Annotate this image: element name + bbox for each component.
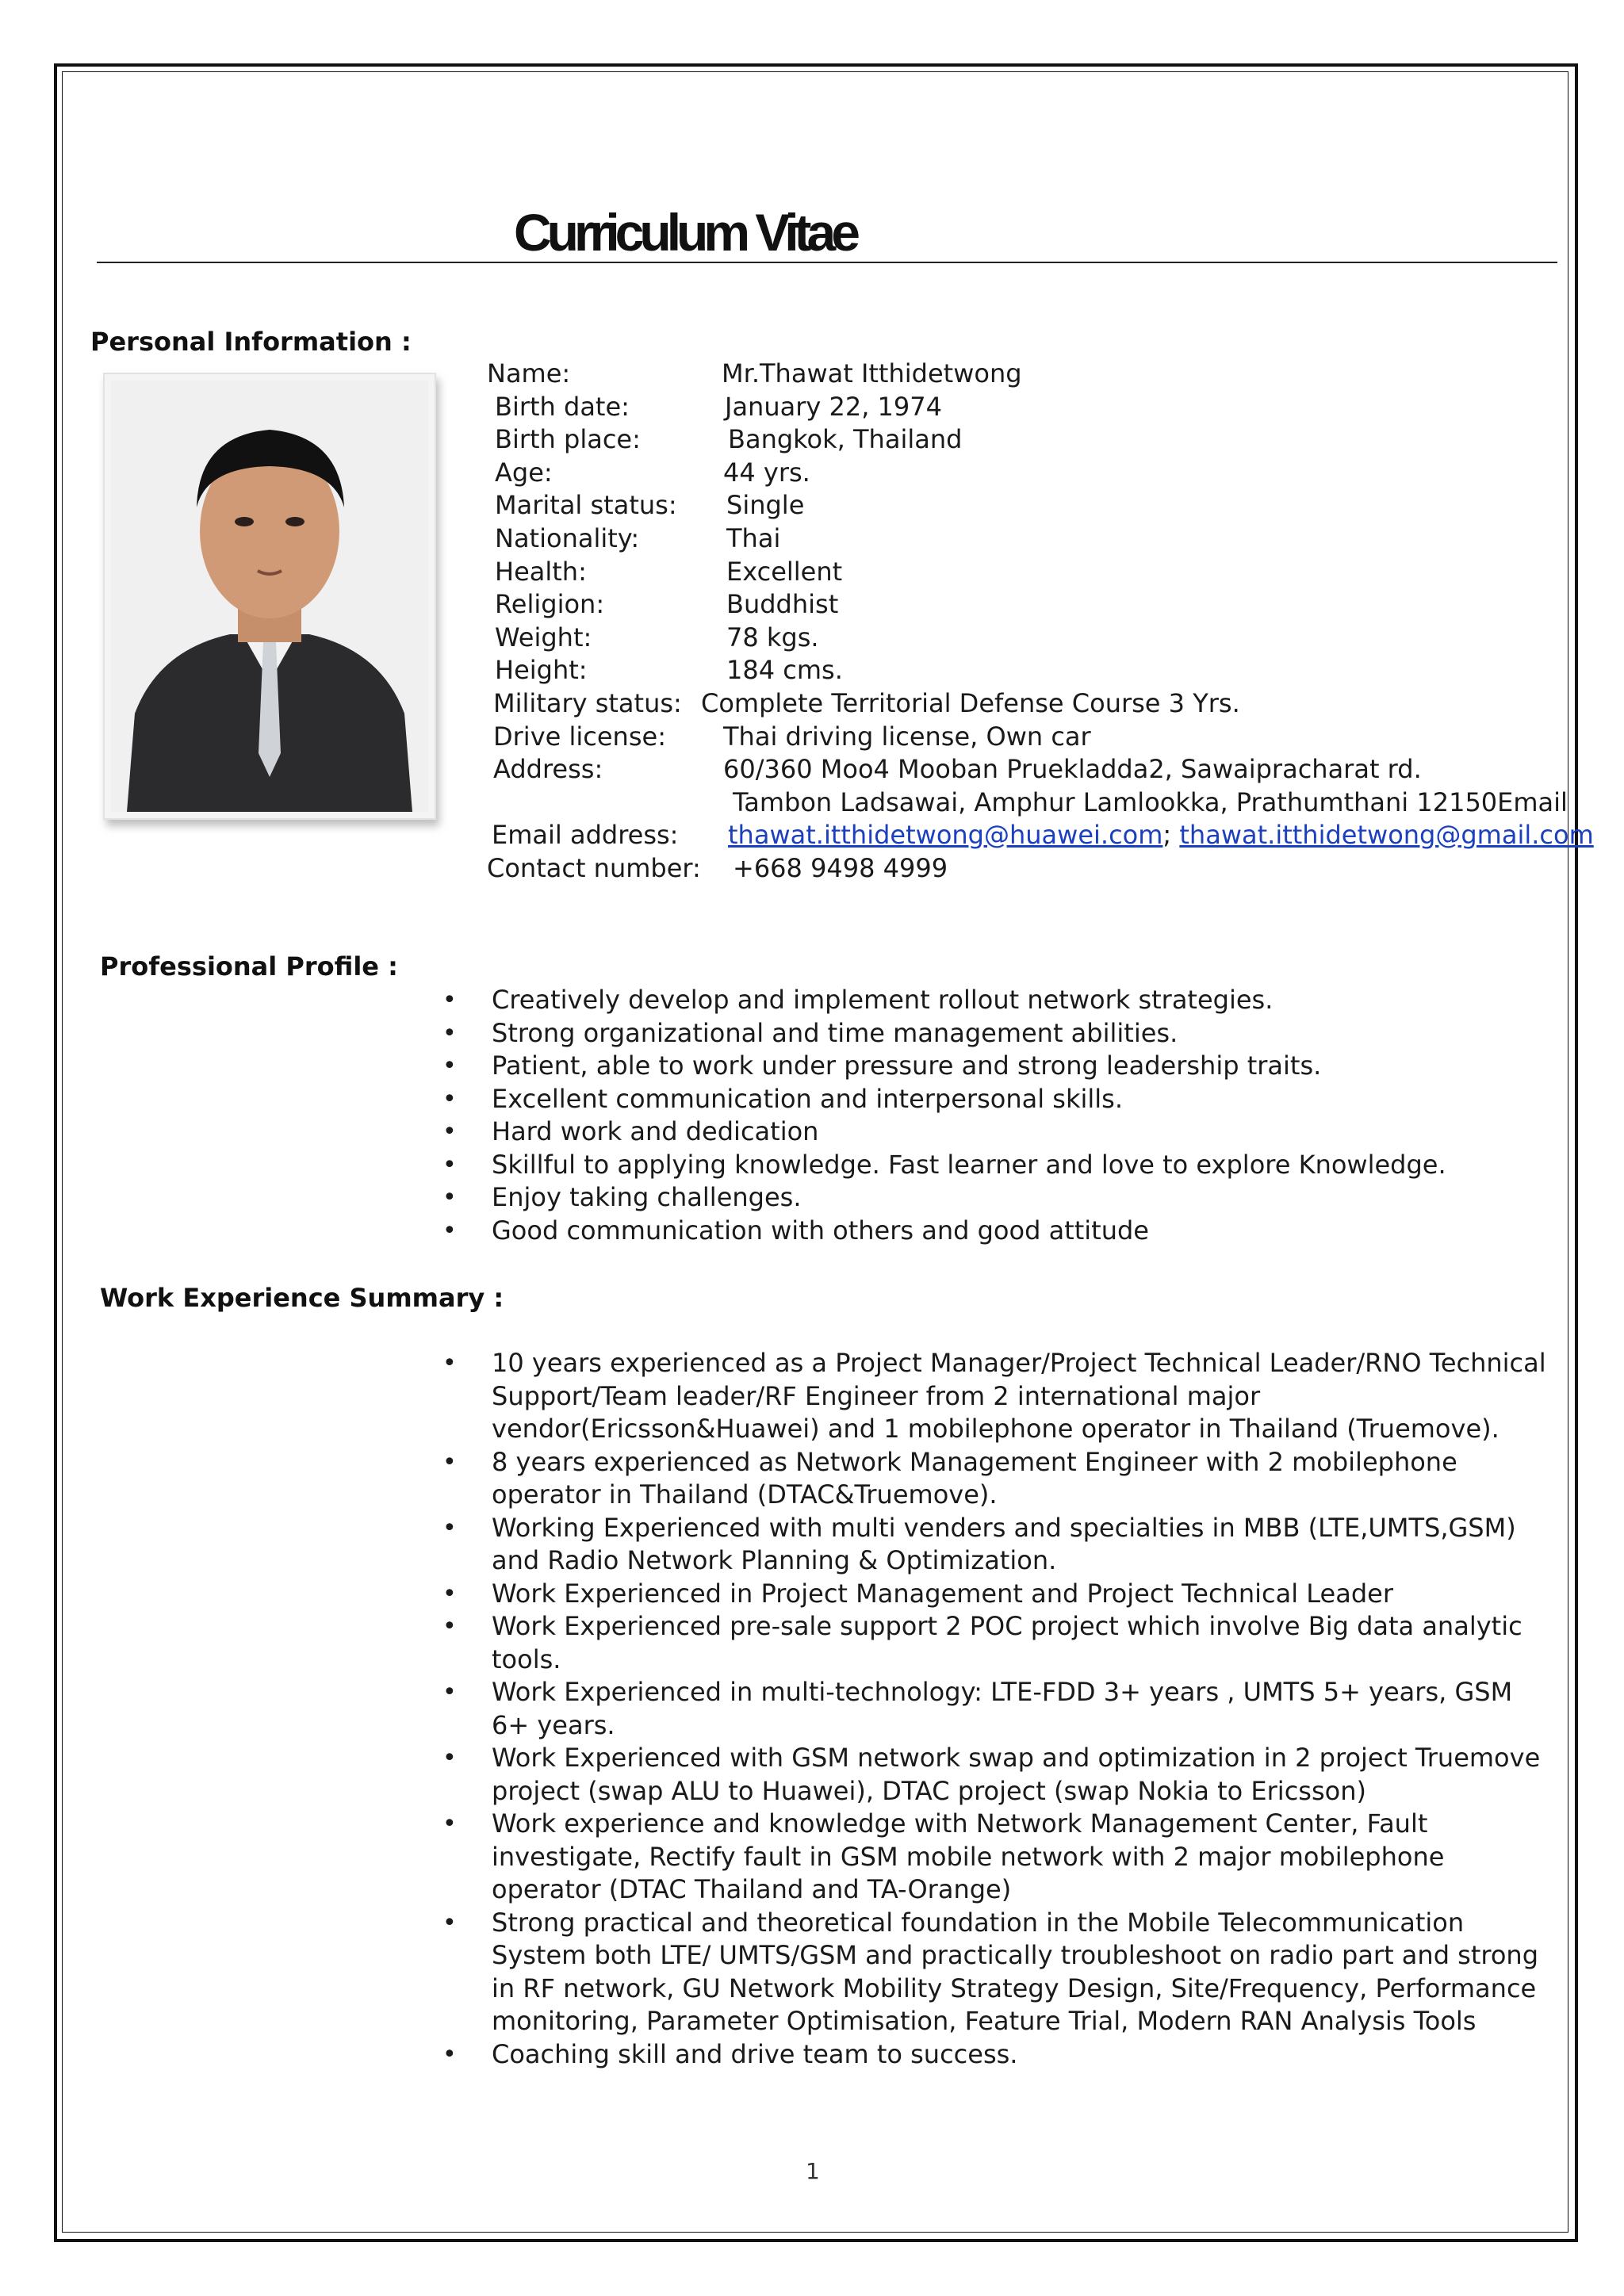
email-link-gmail[interactable]: thawat.itthidetwong@gmail.com: [1179, 820, 1594, 850]
experience-bullet-item: • Work experience and knowledge with Network Management Center, Fault investigate, Rectify fault in GSM mobile network with 2 major mobilephone operator (DTAC Thailand and TA-Orange): [444, 1808, 1554, 1907]
personal-field-label: Nationality:: [495, 523, 640, 553]
page-number: 1: [806, 2158, 820, 2184]
personal-field-label: Birth place:: [495, 424, 641, 455]
email-link-huawei[interactable]: thawat.itthidetwong@huawei.com: [728, 820, 1163, 850]
experience-bullet-item: • 8 years experienced as Network Management Engineer with 2 mobilephone operator in Thailand (DTAC&Truemove).: [444, 1446, 1554, 1512]
experience-bullet-item: • Coaching skill and drive team to success.: [444, 2038, 1554, 2072]
profile-bullet-item: • Enjoy taking challenges.: [444, 1181, 1570, 1215]
personal-field-label: Weight:: [495, 622, 592, 652]
experience-bullet-item: • Work Experienced in Project Management and Project Technical Leader: [444, 1578, 1554, 1611]
work-experience-list: [444, 1347, 1554, 2071]
personal-field-value: 184 cms.: [726, 655, 843, 686]
personal-field-value: 44 yrs.: [723, 457, 810, 488]
personal-field-label: Religion:: [495, 589, 605, 620]
contact-value: +668 9498 4999: [733, 853, 948, 883]
personal-field-value: Complete Territorial Defense Course 3 Yrs.: [701, 688, 1240, 718]
profile-bullet-item: • Strong organizational and time management abilities.: [444, 1017, 1570, 1050]
personal-field-value: Bangkok, Thailand: [728, 424, 963, 455]
personal-field-value: Buddhist: [726, 589, 839, 620]
personal-information-heading: Personal Information :: [90, 327, 412, 357]
profile-bullet-item: • Excellent communication and interpersonal skills.: [444, 1083, 1570, 1116]
email-separator: ;: [1162, 820, 1172, 850]
professional-profile-list: [444, 984, 1570, 1247]
profile-bullet-item: • Skillful to applying knowledge. Fast learner and love to explore Knowledge.: [444, 1149, 1570, 1182]
contact-label: Contact number:: [487, 853, 701, 883]
profile-bullet-item: • Hard work and dedication: [444, 1115, 1570, 1149]
personal-field-label: Height:: [495, 655, 588, 686]
personal-field-value: January 22, 1974: [725, 391, 942, 422]
personal-field-value: Thai driving license, Own car: [723, 721, 1091, 752]
personal-field-label: Address:: [493, 754, 603, 785]
title-underline: [97, 262, 1557, 263]
experience-bullet-item: • Work Experienced with GSM network swap and optimization in 2 project Truemove project (swap ALU to Huawei), DTAC project (swap Nokia to Ericsson): [444, 1742, 1554, 1808]
person-portrait-icon: [111, 381, 428, 812]
personal-field-value: Thai: [726, 523, 781, 553]
personal-field-value: 60/360 Moo4 Mooban Pruekladda2, Sawaipracharat rd.: [723, 754, 1422, 785]
personal-field-label: Military status:: [493, 688, 682, 718]
profile-photo-frame: [103, 373, 436, 820]
professional-profile-heading: Professional Profile :: [100, 951, 398, 982]
personal-field-label: Drive license:: [493, 721, 666, 752]
personal-field-label: Age:: [495, 457, 553, 488]
profile-bullet-item: • Creatively develop and implement rollout network strategies.: [444, 984, 1570, 1017]
profile-photo: [111, 381, 428, 812]
personal-field-value: Single: [726, 490, 805, 521]
document-title: Curriculum Vitae: [514, 203, 856, 262]
personal-field-value: Mr.Thawat Itthidetwong: [722, 358, 1022, 388]
personal-field-value: 78 kgs.: [726, 622, 819, 652]
profile-bullet-item: • Patient, able to work under pressure and strong leadership traits.: [444, 1050, 1570, 1083]
experience-bullet-item: • Work Experienced in multi-technology: LTE-FDD 3+ years , UMTS 5+ years, GSM 6+ years.: [444, 1676, 1554, 1742]
experience-bullet-item: • Work Experienced pre-sale support 2 POC project which involve Big data analytic tools.: [444, 1610, 1554, 1676]
experience-bullet-item: • 10 years experienced as a Project Manager/Project Technical Leader/RNO Technical Support/Team leader/RF Engineer from 2 international major vendor(Ericsson&Huawei) and 1 mobilephone operator in Thailand (Truemove).: [444, 1347, 1554, 1446]
personal-field-label: Name:: [487, 358, 571, 388]
personal-field-label: Health:: [495, 556, 587, 587]
personal-field-label: Marital status:: [495, 490, 677, 521]
personal-field-value: Excellent: [726, 556, 843, 587]
email-label: Email address:: [492, 820, 679, 850]
personal-field-value: Tambon Ladsawai, Amphur Lamlookka, Prathumthani 12150Email: [733, 786, 1568, 817]
work-experience-heading: Work Experience Summary :: [100, 1283, 504, 1313]
experience-bullet-item: • Strong practical and theoretical foundation in the Mobile Telecommunication System both LTE/ UMTS/GSM and practically troubleshoot on radio part and strong in RF network, GU Network Mobility Strategy Design, Site/Frequency, Performance monitoring, Parameter Optimisation, Feature Trial, Modern RAN Analysis Tools: [444, 1907, 1554, 2038]
personal-field-label: Birth date:: [495, 391, 630, 422]
profile-bullet-item: • Good communication with others and good attitude: [444, 1215, 1570, 1248]
experience-bullet-item: • Working Experienced with multi venders and specialties in MBB (LTE,UMTS,GSM) and Radio Network Planning & Optimization.: [444, 1512, 1554, 1578]
